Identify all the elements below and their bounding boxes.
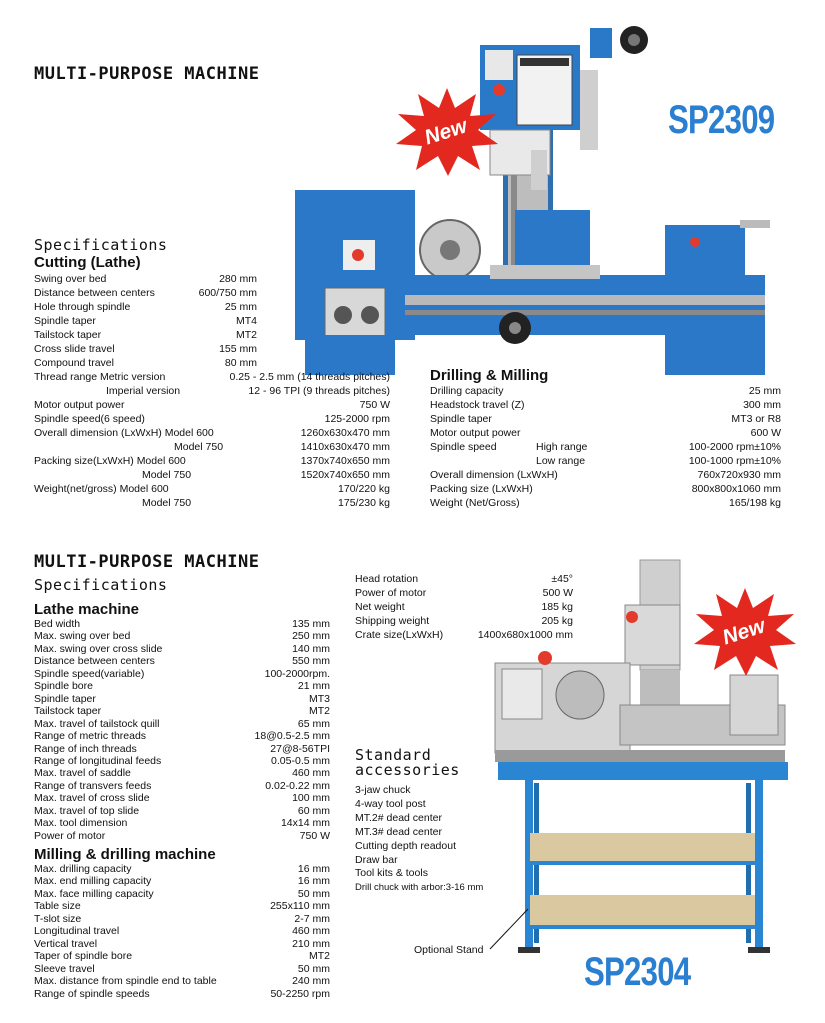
spec-label: Spindle speed <box>430 441 497 453</box>
spec-label: Packing size(LxWxH) Model 600 <box>34 455 186 467</box>
spec-value: 1260x630x470 mm <box>300 427 390 439</box>
spec-value: 280 mm <box>219 273 257 285</box>
model-sp2309: SP2309 <box>668 98 775 142</box>
spec-value: MT2 <box>236 329 257 341</box>
spec-value: 155 mm <box>219 343 257 355</box>
spec-label: Crate size(LxWxH) <box>355 629 444 641</box>
spec-label: Bed width <box>34 618 81 630</box>
spec-label: Imperial version <box>106 385 181 397</box>
spec-value: 140 mm <box>292 642 330 655</box>
spec-value: 1370x740x650 mm <box>300 455 390 467</box>
spec-label: Thread range Metric version <box>34 371 166 383</box>
spec-value: 100-1000 rpm±10% <box>688 455 781 467</box>
spec-label: Weight (Net/Gross) <box>430 497 520 509</box>
spec-value: 500 W <box>542 587 573 599</box>
lathe-machine-heading: Lathe machine <box>34 601 140 618</box>
spec-value: 210 mm <box>292 937 330 950</box>
spec-label: Max. drilling capacity <box>34 863 132 875</box>
lathe-section-heading: Cutting (Lathe) <box>34 254 141 271</box>
drilling-section-heading: Drilling & Milling <box>430 367 549 384</box>
top-title: MULTI-PURPOSE MACHINE <box>34 64 260 84</box>
spec-label: Headstock travel (Z) <box>430 399 525 411</box>
accessory-item: 3-jaw chuck <box>355 784 411 796</box>
spec-label: Max. swing over bed <box>34 630 131 643</box>
milling-section-heading: Milling & drilling machine <box>34 846 216 863</box>
spec-value: 600 W <box>750 427 781 439</box>
spec-label: Overall dimension (LxWxH) <box>430 469 558 481</box>
spec-label: Max. travel of saddle <box>34 767 131 780</box>
new-badge-label-bottom: New <box>719 614 768 650</box>
bottom-specs-heading: Specifications <box>34 576 168 594</box>
spec-value: 50-2250 rpm <box>270 987 330 1000</box>
spec-value: 100-2000rpm. <box>264 667 330 680</box>
new-burst-icon <box>392 86 502 176</box>
spec-label: Max. end milling capacity <box>34 875 152 888</box>
spec-value: 25 mm <box>224 301 257 313</box>
spec-value: 16 mm <box>297 875 330 888</box>
spec-label: Longitudinal travel <box>34 925 120 938</box>
spec-label: Shipping weight <box>355 615 430 627</box>
spec-value: 185 kg <box>541 601 573 613</box>
spec-value: 460 mm <box>292 925 330 938</box>
spec-label: Range of longitudinal feeds <box>34 754 162 767</box>
accessory-item: Tool kits & tools <box>355 867 428 880</box>
new-badge-label: New <box>421 114 470 150</box>
spec-label: Swing over bed <box>34 273 107 285</box>
spec-value: 0.25 - 2.5 mm (14 threads pitches) <box>229 371 390 383</box>
stand-leader-line <box>488 905 538 955</box>
spec-value: 460 mm <box>292 767 330 780</box>
optional-stand-label: Optional Stand <box>414 944 484 956</box>
spec-label: Power of motor <box>34 829 106 842</box>
accessory-item: 4-way tool post <box>355 797 426 810</box>
spec-label: Model 750 <box>174 441 224 453</box>
spec-value: 100-2000 rpm±10% <box>688 441 781 453</box>
spec-label: Hole through spindle <box>34 301 131 313</box>
spec-value: 255x110 mm <box>270 900 330 913</box>
spec-value: 12 - 96 TPI (9 threads pitches) <box>248 385 390 397</box>
spec-label: Taper of spindle bore <box>34 950 133 963</box>
spec-label: Tailstock taper <box>34 705 102 718</box>
spec-label: Overall dimension (LxWxH) Model 600 <box>34 427 214 439</box>
spec-label: Range of transvers feeds <box>34 779 152 792</box>
new-burst-icon-bottom <box>690 586 800 676</box>
spec-value: 50 mm <box>297 887 330 900</box>
spec-value: 135 mm <box>292 618 330 630</box>
spec-label: Power of motor <box>355 587 427 599</box>
spec-label: Table size <box>34 900 81 913</box>
spec-value: 1410x630x470 mm <box>300 441 390 453</box>
spec-value: 25 mm <box>748 385 781 397</box>
top-specs-heading: Specifications <box>34 236 168 254</box>
spec-label: Spindle taper <box>34 692 96 705</box>
spec-label: Spindle taper <box>34 315 96 327</box>
spec-label: Packing size (LxWxH) <box>430 483 533 495</box>
spec-label: Sleeve travel <box>34 962 95 975</box>
spec-label: Spindle speed(6 speed) <box>34 413 145 425</box>
spec-label: Head rotation <box>355 573 419 585</box>
spec-value: 170/220 kg <box>338 483 390 495</box>
spec-sublabel: High range <box>536 441 588 453</box>
spec-value: MT2 <box>309 950 330 963</box>
spec-value: 600/750 mm <box>198 287 257 299</box>
spec-value: 1520x740x650 mm <box>300 469 390 481</box>
spec-value: MT2 <box>309 705 330 718</box>
spec-value: 165/198 kg <box>729 497 781 509</box>
spec-label: Compound travel <box>34 357 114 369</box>
spec-label: Max. travel of top slide <box>34 804 140 817</box>
spec-value: 0.02-0.22 mm <box>265 779 330 792</box>
spec-label: Max. face milling capacity <box>34 887 154 900</box>
spec-label: Spindle bore <box>34 680 93 693</box>
spec-label: Vertical travel <box>34 937 98 950</box>
spec-label: Drilling capacity <box>430 385 504 397</box>
spec-value: MT3 <box>309 692 330 705</box>
spec-label: Distance between centers <box>34 287 155 299</box>
spec-label: Range of metric threads <box>34 730 147 743</box>
spec-label: Model 750 <box>142 469 192 481</box>
spec-label: Motor output power <box>34 399 125 411</box>
spec-value: 1400x680x1000 mm <box>477 629 573 641</box>
spec-label: Motor output power <box>430 427 521 439</box>
spec-label: Weight(net/gross) Model 600 <box>34 483 169 495</box>
spec-value: 760x720x930 mm <box>697 469 781 481</box>
spec-value: 205 kg <box>541 615 573 627</box>
spec-label: Spindle speed(variable) <box>34 667 145 680</box>
spec-value: MT4 <box>236 315 257 327</box>
spec-value: 125-2000 rpm <box>324 413 390 425</box>
sp2309-machine-image <box>285 10 770 380</box>
spec-value: 14x14 mm <box>280 817 330 830</box>
spec-value: 2-7 mm <box>294 912 330 925</box>
accessories-heading: Standard accessories <box>355 746 460 779</box>
spec-value: 16 mm <box>297 863 330 875</box>
spec-label: Spindle taper <box>430 413 492 425</box>
spec-label: Model 750 <box>142 497 192 509</box>
spec-value: 65 mm <box>297 717 330 730</box>
spec-value: 240 mm <box>292 975 330 988</box>
spec-value: 750 W <box>359 399 390 411</box>
spec-value: MT3 or R8 <box>731 413 781 425</box>
spec-label: Cross slide travel <box>34 343 115 355</box>
spec-value: 100 mm <box>292 792 330 805</box>
spec-value: 80 mm <box>224 357 257 369</box>
accessory-item: Drill chuck with arbor:3-16 mm <box>355 882 484 894</box>
spec-label: Max. distance from spindle end to table <box>34 975 217 988</box>
spec-value: 550 mm <box>292 655 330 668</box>
spec-label: Max. travel of cross slide <box>34 792 150 805</box>
spec-label: Range of spindle speeds <box>34 987 150 1000</box>
spec-value: 27@8-56TPI <box>270 742 330 755</box>
spec-value: 0.05-0.5 mm <box>271 754 330 767</box>
model-sp2304: SP2304 <box>584 950 691 994</box>
spec-value: 18@0.5-2.5 mm <box>254 730 330 743</box>
accessory-item: Cutting depth readout <box>355 839 456 852</box>
spec-label: Max. swing over cross slide <box>34 642 163 655</box>
accessory-item: MT.3# dead center <box>355 825 442 838</box>
spec-label: T-slot size <box>34 912 82 925</box>
spec-value: ±45° <box>551 573 573 585</box>
spec-label: Tailstock taper <box>34 329 102 341</box>
spec-label: Net weight <box>355 601 405 613</box>
spec-sublabel: Low range <box>536 455 586 467</box>
accessory-item: MT.2# dead center <box>355 811 442 824</box>
spec-value: 250 mm <box>292 630 330 643</box>
spec-label: Distance between centers <box>34 655 155 668</box>
spec-value: 60 mm <box>297 804 330 817</box>
accessory-item: Draw bar <box>355 853 398 866</box>
bottom-title: MULTI-PURPOSE MACHINE <box>34 552 260 572</box>
spec-value: 175/230 kg <box>338 497 390 509</box>
spec-value: 800x800x1060 mm <box>691 483 781 495</box>
spec-value: 21 mm <box>297 680 330 693</box>
spec-value: 50 mm <box>297 962 330 975</box>
spec-value: 750 W <box>299 829 330 842</box>
spec-label: Max. travel of tailstock quill <box>34 717 160 730</box>
spec-label: Range of inch threads <box>34 742 137 755</box>
spec-value: 300 mm <box>743 399 781 411</box>
spec-label: Max. tool dimension <box>34 817 128 830</box>
